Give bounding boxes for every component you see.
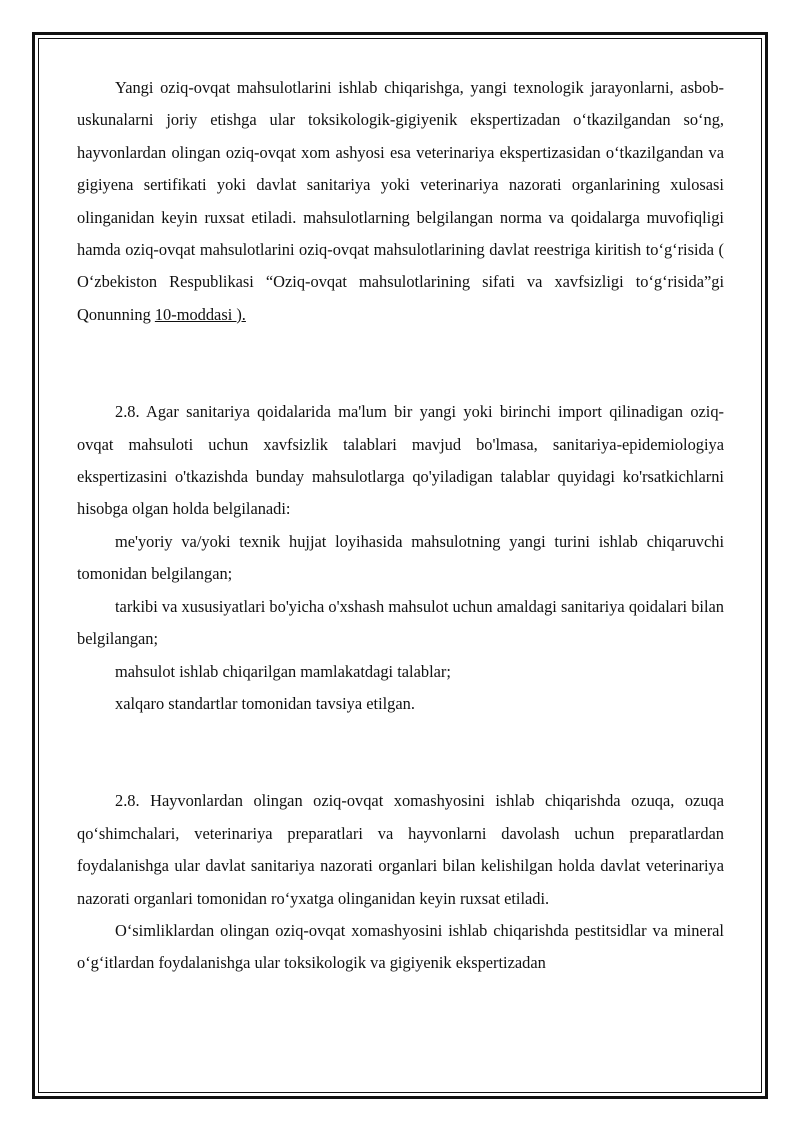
paragraph-animal-raw-materials: 2.8. Hayvonlardan olingan oziq-ovqat xomashyosini ishlab chiqarishda ozuqa, ozuqa qo‘shimchalari, veterinariya preparatlari va hayvonlarni davolash uchun preparatlardan foydalanishga ular davlat sanitariya nazorati organlari bilan kelishilgan holda davlat veterinariya nazorati organlari tomonidan ro‘yxatga olinganidan keyin ruxsat etiladi. <box>77 791 724 908</box>
section-spacer <box>77 720 724 785</box>
list-item-international-standards: xalqaro standartlar tomonidan tavsiya etilgan. <box>115 693 415 713</box>
list-item-similar-product-rules: tarkibi va xususiyatlari bo'yicha o'xshash mahsulot uchun amaldagi sanitariya qoidalari bilan belgilangan; <box>77 596 724 649</box>
paragraph-import-requirements: 2.8. Agar sanitariya qoidalarida ma'lum bir yangi yoki birinchi import qilinadigan oziq-ovqat mahsuloti uchun xavfsizlik talablari mavjud bo'lmasa, sanitariya-epidemiologiya ekspertizasini o'tkazishda bunday mahsulotlarga qo'yiladigan talablar quyidagi ko'rsatkichlarni hisobga olgan holda belgilanadi: <box>77 402 724 519</box>
paragraph-food-approval-text: Yangi oziq-ovqat mahsulotlarini ishlab chiqarishga, yangi texnologik jarayonlarni, asbob-uskunalarni joriy etishga ular toksikologik-gigiyenik ekspertizadan o‘tkazilgandan so‘ng, hayvonlardan olingan oziq-ovqat xom ashyosi esa veterinariya ekspertizasidan o‘tkazilgandan va gigiyena sertifikati yoki davlat sanitariya yoki veterinariya nazorati organlarining xulosasi olinganidan keyin ruxsat etiladi. mahsulotlarning belgilangan norma va qoidalarga muvofiqligi hamda oziq-ovqat mahsulotlarini oziq-ovqat mahsulotlarining davlat reestriga kiritish to‘g‘risida ( O‘zbekiston Respublikasi “Oziq-ovqat mahsulotlarining sifati va xavfsizligi to‘g‘risida”gi Qonunning <box>77 78 724 324</box>
list-item-country-requirements: mahsulot ishlab chiqarilgan mamlakatdagi talablar; <box>115 661 451 681</box>
paragraph-plant-raw-materials: O‘simliklardan olingan oziq-ovqat xomashyosini ishlab chiqarishda pestitsidlar va mineral o‘g‘itlardan foydalanishga ular toksikologik va gigiyenik ekspertizadan <box>77 920 724 973</box>
law-article-link[interactable]: 10-moddasi ). <box>154 304 246 324</box>
list-item-normative-document: me'yoriy va/yoki texnik hujjat loyihasida mahsulotning yangi turini ishlab chiqaruvchi tomonidan belgilangan; <box>77 531 724 584</box>
document-body <box>77 72 724 980</box>
paragraph-food-approval <box>77 72 724 331</box>
section-spacer <box>77 331 724 396</box>
